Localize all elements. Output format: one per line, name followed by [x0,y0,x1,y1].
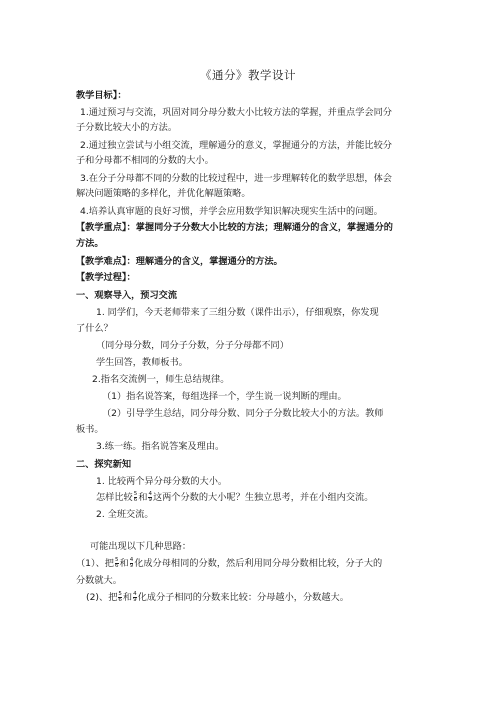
text-line: 4.培养认真审题的良好习惯，并学会应用数学知识解决现实生活中的问题。 [80,206,383,217]
text-line: 学生回答，教师板书。 [96,357,188,368]
text-line: 2.通过独立尝试与小组交流，理解通分的意义，掌握通分的方法，并能比较分 [80,140,392,151]
text-line: 【教学重点】：掌握同分子分数大小比较的方法；理解通分的含义，掌握通分的 [76,222,393,233]
text-line: 教学目标】： [76,90,127,101]
fraction: $\frac{5}{6}$ [115,557,119,569]
text-line: （2）引导学生总结，同分母分数、同分子分数比较大小的方法。教师 [102,408,384,419]
fraction: $\frac{5}{6}$ [133,491,138,503]
text-line: 一、观察导入，预习交流 [76,290,178,301]
text-line: 【教学过程】： [76,272,136,283]
text-line: 子分数比较大小的方法。 [76,122,178,133]
text-line: 3.在分子分母都不同的分数的比较过程中，进一步理解转化的数学思想，体会 [80,173,392,184]
frac-line-2: 2. 全班交流。 [96,509,154,520]
text-line: 了什么？ [76,323,113,334]
text-line: 1. 同学们，今天老师带来了三组分数（课件出示），仔细观察，你发现 [96,307,379,318]
text-line: 1. 比较两个异分母分数的大小。 [96,476,228,487]
text-line: （1）指名说答案，每组选择一个，学生说一说判断的理由。 [102,391,347,402]
fraction: $\frac{4}{9}$ [129,557,134,569]
fraction: $\frac{4}{9}$ [148,491,152,503]
text-line: 1.通过预习与交流，巩固对同分母分数大小比较方法的掌握，并重点学会同分 [80,107,392,118]
fraction: $\frac{4}{9}$ [133,591,137,603]
text-line: 板书。 [76,424,104,435]
text-line: 2.指名交流例一，师生总结规律。 [92,374,230,385]
frac-line-1: 怎样比较 $\frac{5}{6}$ 和 $\frac{4}{9}$ 这两个分数的大小呢？生独立思考，并在小组内交流。 [96,491,374,503]
text-line: 子和分母都不相同的分数的大小。 [76,155,214,166]
frac-line-4: (2)、把 $\frac{5}{6}$ 和 $\frac{4}{9}$ 化成分子相同的分数来比较：分母越小，分数越大。 [86,591,349,603]
fraction: $\frac{5}{6}$ [118,591,122,603]
document-title: 《通分》教学设计 [200,68,296,82]
frac-line-3: （1）、把 $\frac{5}{6}$ 和 $\frac{4}{9}$ 化成分母相同的分数，然后利用同分母分数相比较，分子大的 [76,557,383,569]
text-line: 分数就大。 [76,575,122,586]
text-line: 二、探究新知 [76,459,132,470]
text-line: 方法。 [76,238,104,249]
text-line: 可能出现以下几种思路： [90,541,192,552]
text-line: （同分母分数，同分子分数，分子分母都不同） [96,340,289,351]
text-line: 解决问题策略的多样化，并优化解题策略。 [76,188,251,199]
text-line: 3.练一练。指名说答案及理由。 [96,441,225,452]
text-line: 【教学难点】：理解通分的含义，掌握通分的方法。 [76,256,283,267]
